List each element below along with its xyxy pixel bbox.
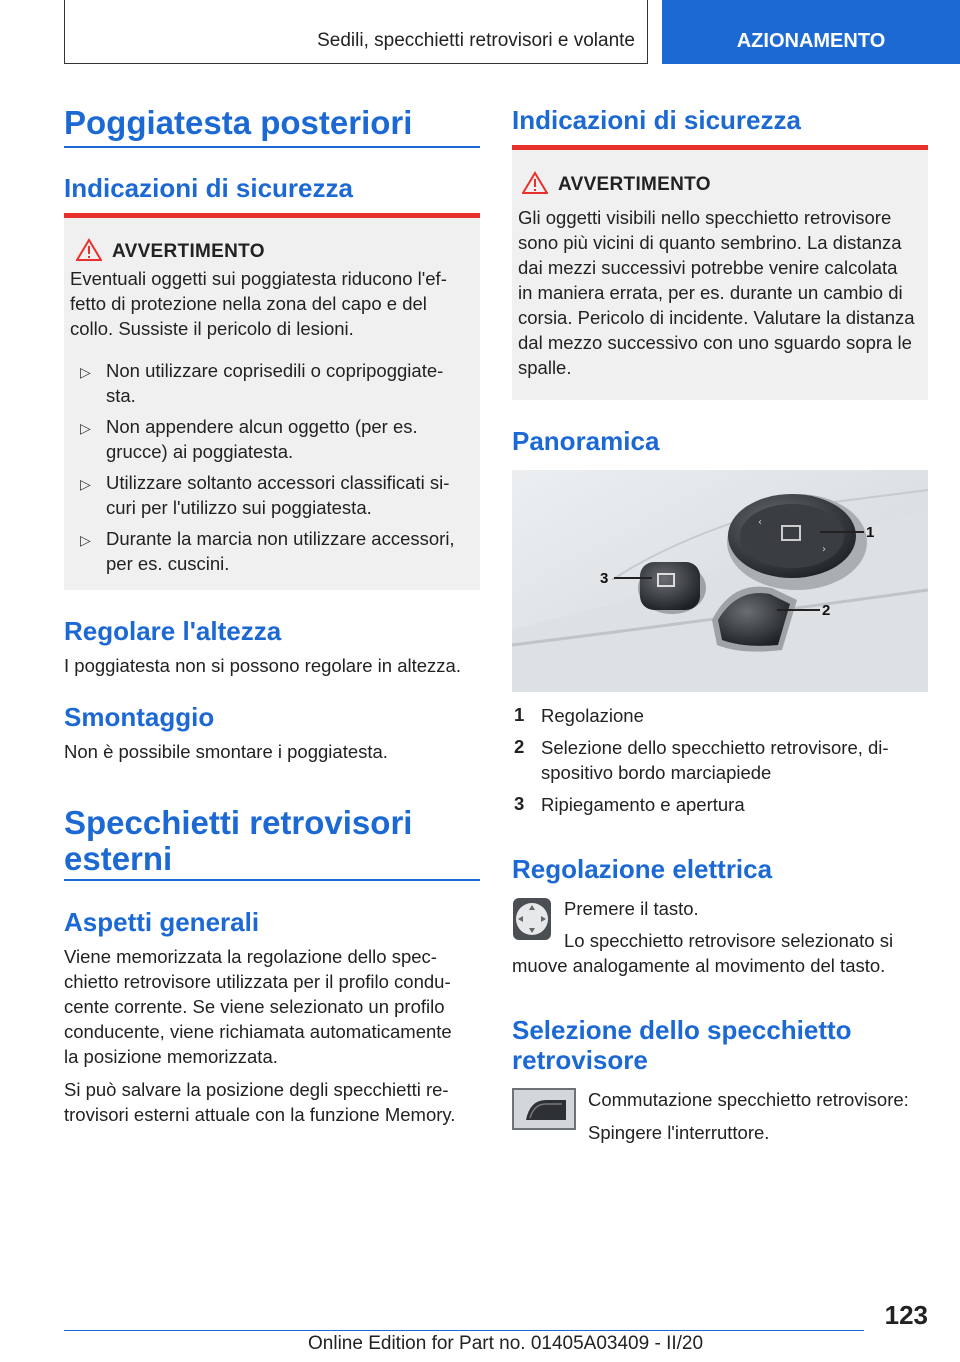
divider bbox=[64, 146, 480, 148]
warning-line: corsia. Pericolo di incidente. Valutare la distanza bbox=[518, 307, 915, 328]
warning-line: fetto di protezione nella zona del capo e del bbox=[70, 293, 427, 314]
bullet-icon: ▷ bbox=[80, 532, 91, 548]
electric-text: muove analogamente al movimento del tasto. bbox=[512, 955, 886, 976]
legend-number: 3 bbox=[514, 793, 525, 814]
warning-triangle-icon bbox=[522, 171, 548, 195]
bullet-text: Durante la marcia non utilizzare accessori, bbox=[106, 528, 455, 549]
electric-text: Premere il tasto. bbox=[564, 898, 699, 919]
bullet-text: sta. bbox=[106, 385, 136, 406]
header-tab[interactable] bbox=[662, 0, 960, 64]
callout-1: 1 bbox=[866, 524, 875, 541]
warning-line: dai mezzi successivi potrebbe venire calcolata bbox=[518, 257, 898, 278]
warning-title-left: AVVERTIMENTO bbox=[112, 241, 265, 262]
heading-mirrors-line1: Specchietti retrovisori bbox=[64, 804, 413, 841]
header-section-title: Sedili, specchietti retrovisori e volante bbox=[317, 30, 635, 51]
warning-line: Eventuali oggetti sui poggiatesta riducono l'ef- bbox=[70, 268, 447, 289]
callout-2: 2 bbox=[822, 602, 831, 619]
divider bbox=[64, 879, 480, 881]
general-line: Viene memorizzata la regolazione dello spec- bbox=[64, 946, 437, 967]
heading-height: Regolare l'altezza bbox=[64, 616, 282, 646]
bullet-icon: ▷ bbox=[80, 476, 91, 492]
warning-line: Gli oggetti visibili nello specchietto retrovisore bbox=[518, 207, 892, 228]
memory-line: trovisori esterni attuale con la funzione Memory. bbox=[64, 1104, 456, 1125]
legend-number: 2 bbox=[514, 736, 525, 757]
heading-safety-right: Indicazioni di sicurezza bbox=[512, 105, 801, 135]
bullet-text: grucce) ai poggiatesta. bbox=[106, 441, 294, 462]
footer-divider bbox=[64, 1330, 864, 1331]
page-number: 123 bbox=[884, 1300, 928, 1330]
bullet-icon: ▷ bbox=[80, 420, 91, 436]
heading-electric: Regolazione elettrica bbox=[512, 854, 773, 884]
bullet-text: Non utilizzare coprisedili o copripoggiate- bbox=[106, 360, 444, 381]
heading-remove: Smontaggio bbox=[64, 702, 215, 732]
header-section-box bbox=[64, 0, 648, 64]
general-line: cente corrente. Se viene selezionato un profilo bbox=[64, 996, 445, 1017]
callout-3: 3 bbox=[600, 570, 609, 587]
warning-triangle-icon bbox=[76, 238, 102, 262]
heading-safety-left: Indicazioni di sicurezza bbox=[64, 173, 353, 203]
warning-line: sono più vicini di quanto sembrino. La distanza bbox=[518, 232, 902, 253]
select-text: Spingere l'interruttore. bbox=[588, 1122, 770, 1143]
warning-title-right: AVVERTIMENTO bbox=[558, 174, 711, 195]
legend-text: Selezione dello specchietto retrovisore, di- bbox=[541, 737, 889, 758]
mirror-adjust-button-icon bbox=[512, 897, 552, 941]
heading-select-line2: retrovisore bbox=[512, 1045, 648, 1075]
heading-mirrors-line2: esterni bbox=[64, 840, 173, 877]
heading-headrest: Poggiatesta posteriori bbox=[64, 104, 413, 141]
general-line: chietto retrovisore utilizzata per il profilo condu- bbox=[64, 971, 451, 992]
warning-line: collo. Sussiste il pericolo di lesioni. bbox=[70, 318, 354, 339]
legend-number: 1 bbox=[514, 704, 525, 725]
svg-text:‹: ‹ bbox=[758, 517, 762, 528]
general-line: la posizione memorizzata. bbox=[64, 1046, 278, 1067]
warning-line: in maniera errata, per es. durante un cambio di bbox=[518, 282, 903, 303]
memory-line: Si può salvare la posizione degli specchietti re- bbox=[64, 1079, 449, 1100]
legend-text: Ripiegamento e apertura bbox=[541, 794, 745, 815]
bullet-text: Utilizzare soltanto accessori classificati si- bbox=[106, 472, 450, 493]
heading-general: Aspetti generali bbox=[64, 907, 260, 937]
warning-line: dal mezzo successivo con uno sguardo sopra le bbox=[518, 332, 912, 353]
mirror-switch-photo bbox=[512, 470, 928, 692]
bullet-text: curi per l'utilizzo sui poggiatesta. bbox=[106, 497, 372, 518]
remove-text: Non è possibile smontare i poggiatesta. bbox=[64, 741, 388, 762]
electric-text: Lo specchietto retrovisore selezionato si bbox=[564, 930, 894, 951]
heading-overview: Panoramica bbox=[512, 426, 660, 456]
header-tab-label: AZIONAMENTO bbox=[736, 30, 886, 52]
bullet-icon: ▷ bbox=[80, 364, 91, 380]
bullet-text: Non appendere alcun oggetto (per es. bbox=[106, 416, 418, 437]
mirror-selector-switch-icon bbox=[512, 1088, 576, 1130]
bullet-text: per es. cuscini. bbox=[106, 553, 230, 574]
legend-text: Regolazione bbox=[541, 705, 644, 726]
footer-edition: Online Edition for Part no. 01405A03409 - II/20 bbox=[308, 1333, 704, 1354]
general-line: conducente, viene richiamata automaticamente bbox=[64, 1021, 452, 1042]
warning-line: spalle. bbox=[518, 357, 572, 378]
legend-text: spositivo bordo marciapiede bbox=[541, 762, 772, 783]
height-text: I poggiatesta non si possono regolare in altezza. bbox=[64, 655, 461, 676]
heading-select-line1: Selezione dello specchietto bbox=[512, 1015, 852, 1045]
select-text: Commutazione specchietto retrovisore: bbox=[588, 1089, 909, 1110]
svg-text:›: › bbox=[822, 544, 826, 555]
